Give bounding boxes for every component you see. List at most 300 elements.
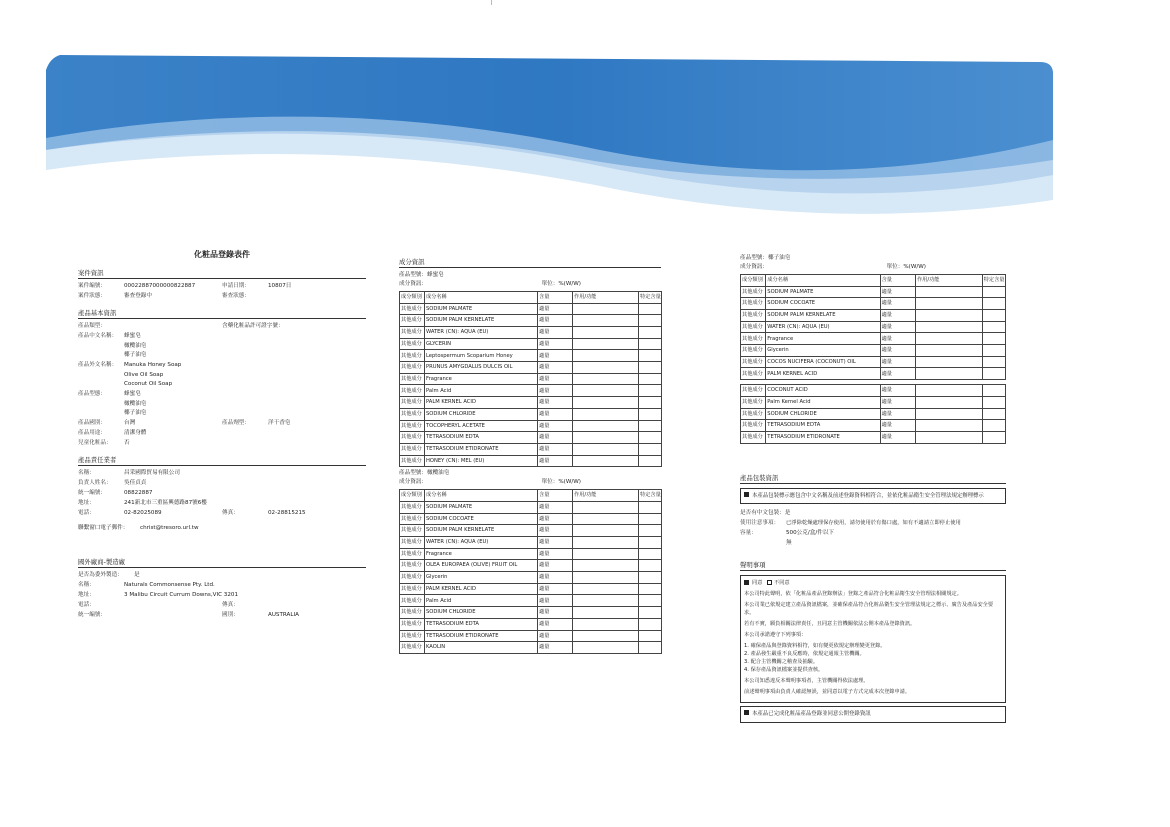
cn-name-label: 產品中文名稱：: [78, 332, 118, 339]
ingredient-percent: [639, 455, 662, 467]
ingredient-amount: 適量: [538, 630, 573, 642]
dosage-label: 產品劑型：: [222, 419, 250, 426]
table-row: [400, 583, 662, 595]
header-amount: 含量: [880, 274, 915, 286]
table-header-row: [741, 274, 1006, 286]
table-row: [400, 548, 662, 560]
cn-name-3: 椰子油皂: [124, 351, 147, 358]
ingredient-function: [915, 420, 982, 432]
ingredient-type: 其他成分: [400, 513, 425, 525]
ingredient-amount: 適量: [538, 537, 573, 549]
form-2: 橄欖油皂: [124, 400, 147, 407]
ingredient-amount: 適量: [538, 408, 573, 420]
apply-date: 10807日: [268, 283, 292, 289]
ingredient-percent: [639, 350, 662, 362]
ingredient-table-3: [740, 274, 1006, 380]
table-row: [741, 396, 1006, 408]
ingredient-percent: [639, 595, 662, 607]
child: 否: [124, 439, 130, 446]
ingredient-function: [915, 356, 982, 368]
formula-label-1: 成分資訊：: [399, 280, 427, 287]
ingredient-percent: [639, 443, 662, 455]
maker-phone-label: 電話：: [78, 601, 95, 608]
ingredient-amount: 適量: [538, 432, 573, 444]
ingredient-name: SODIUM PALM KERNELATE: [766, 310, 880, 322]
declaration-p1: 本公司特此聲明，依「化粧品產品登錄辦法」登錄之產品符合化粧品衛生安全管理法相關規定。: [744, 590, 962, 597]
maker-fax-label: 傳真：: [222, 601, 239, 608]
table-row: [741, 345, 1006, 357]
declaration-p4: 本公司承諾遵守下列事項：: [744, 631, 807, 638]
ingredient-function: [915, 333, 982, 345]
ingredient-function: [573, 595, 639, 607]
maker-address: 3 Malibu Circuit Currum Downs,VIC 3201: [124, 591, 239, 598]
table-row: [400, 560, 662, 572]
volume: 500公克/盒/件以下: [786, 529, 835, 536]
ingredient-type: 其他成分: [400, 443, 425, 455]
en-name-1: Manuka Honey Soap: [124, 361, 182, 368]
outsource: 是: [134, 571, 140, 578]
table-row: [400, 642, 662, 654]
ingredient-amount: 適量: [538, 397, 573, 409]
fax-label: 傳真：: [222, 509, 239, 516]
header-function: 作用/功能: [573, 490, 639, 502]
agree-checkbox[interactable]: [744, 580, 749, 585]
ingredient-function: [915, 286, 982, 298]
ingredient-amount: 適量: [538, 315, 573, 327]
ingredient-function: [573, 501, 639, 513]
ingredient-percent: [982, 321, 1005, 333]
ingredient-percent: [982, 431, 1005, 443]
ingredient-type: 其他成分: [741, 333, 766, 345]
ingredient-function: [573, 350, 639, 362]
ingredient-type: 其他成分: [741, 408, 766, 420]
phone: 02-82025089: [124, 509, 162, 516]
ingredient-function: [573, 630, 639, 642]
ingredient-amount: 適量: [880, 321, 915, 333]
header-name: 成分名稱: [766, 274, 880, 286]
ingredient-percent: [639, 338, 662, 350]
ingredient-amount: 適量: [538, 607, 573, 619]
table-row: [400, 513, 662, 525]
ingredient-type: 其他成分: [400, 618, 425, 630]
ingredient-function: [915, 431, 982, 443]
header-type: 成分類別: [400, 490, 425, 502]
ingredient-name: GLYCERIN: [425, 338, 538, 350]
maker-name: Naturals Commonsense Pty. Ltd.: [124, 581, 215, 588]
tax-id: 08822887: [124, 489, 153, 496]
ingredient-percent: [639, 537, 662, 549]
table-row: [400, 338, 662, 350]
ingredient-amount: 適量: [538, 455, 573, 467]
table-row: [400, 350, 662, 362]
ingredient-percent: [639, 385, 662, 397]
ingredient-percent: [639, 420, 662, 432]
ingredient-type: 其他成分: [741, 298, 766, 310]
maker-country: AUSTRALIA: [268, 611, 299, 618]
person-label: 負責人姓名：: [78, 479, 112, 486]
en-name-2: Olive Oil Soap: [124, 371, 164, 378]
review-status-label: 審查狀態：: [222, 292, 250, 299]
ingredient-name: Glycerin: [766, 345, 880, 357]
ingredient-function: [915, 408, 982, 420]
declaration-p5: 本公司知悉違反本聲明事項者，主管機關得依法處理。: [744, 678, 869, 685]
company-name: 昌采國際貿易有限公司: [124, 469, 180, 476]
product-3-label: 產品型號：椰子油皂: [740, 255, 791, 261]
table-row: [400, 630, 662, 642]
unit-3: 單位：%(W/W): [886, 263, 926, 270]
apply-date-label: 申請日期：: [222, 283, 250, 289]
ingredient-name: WATER (CN): AQUA (EU): [766, 321, 880, 333]
case-number: 00022887000000822887: [124, 283, 196, 289]
ingredient-name: PALM KERNEL ACID: [766, 368, 880, 380]
ingredient-type: 其他成分: [400, 607, 425, 619]
ingredient-amount: 適量: [538, 303, 573, 315]
maker-id-label: 統一編號：: [78, 611, 106, 618]
color: 無: [786, 539, 792, 546]
ingredient-percent: [982, 368, 1005, 380]
ingredient-percent: [639, 548, 662, 560]
email-label: 聯繫窗口電子郵件：: [78, 524, 129, 531]
table-row: [400, 455, 662, 467]
ingredient-name: TETRASODIUM EDTA: [766, 420, 880, 432]
table-row: [741, 368, 1006, 380]
company-heading: 產品責任業者: [78, 456, 366, 466]
ingredient-percent: [982, 385, 1005, 397]
ingredient-percent: [639, 572, 662, 584]
ingredient-type: 其他成分: [400, 595, 425, 607]
ingredient-type: 其他成分: [741, 385, 766, 397]
table-row: [741, 420, 1006, 432]
ingredient-name: OLEA EUROPAEA (OLIVE) FRUIT OIL: [425, 560, 538, 572]
product-2-label: 產品型號：橄欖油皂: [399, 470, 450, 477]
ingredient-percent: [639, 303, 662, 315]
header-banner: [0, 0, 1170, 230]
ingredient-type: 其他成分: [400, 408, 425, 420]
ingredient-percent: [639, 513, 662, 525]
maker-address-label: 地址：: [78, 591, 95, 598]
ingredient-amount: 適量: [880, 420, 915, 432]
ingredient-function: [573, 642, 639, 654]
ingredient-function: [915, 310, 982, 322]
formula-label-2: 成分資訊：: [399, 479, 427, 486]
header-function: 作用/功能: [573, 291, 639, 303]
ingredient-percent: [982, 310, 1005, 322]
ingredient-function: [573, 618, 639, 630]
ingredient-name: SODIUM PALMATE: [425, 501, 538, 513]
maker-country-label: 國別：: [222, 611, 239, 618]
en-name-label: 產品外文名稱：: [78, 361, 118, 368]
ingredient-name: HONEY (CN): MEL (EU): [425, 455, 538, 467]
ingredient-amount: 適量: [538, 583, 573, 595]
ingredient-amount: 適量: [538, 618, 573, 630]
ingredient-name: Fragrance: [425, 548, 538, 560]
ingredient-type: 其他成分: [400, 315, 425, 327]
ingredient-type: 其他成分: [400, 560, 425, 572]
ingredient-function: [573, 408, 639, 420]
table-row: [741, 298, 1006, 310]
ingredient-percent: [982, 356, 1005, 368]
form-label: 產品型態：: [78, 390, 106, 397]
ingredient-percent: [639, 560, 662, 572]
form-3: 椰子油皂: [124, 409, 147, 416]
ingredient-amount: 適量: [880, 333, 915, 345]
child-label: 兒童化粧品：: [78, 439, 112, 446]
table-row: [741, 321, 1006, 333]
notice-square-icon: [744, 492, 749, 497]
usage: 清潔身體: [124, 429, 147, 436]
ingredient-type: 其他成分: [400, 338, 425, 350]
ingredient-name: COCONUT ACID: [766, 385, 880, 397]
volume-label: 容量：: [740, 529, 757, 536]
table-row: [741, 431, 1006, 443]
ingredient-function: [573, 455, 639, 467]
header-type: 成分類別: [741, 274, 766, 286]
ingredient-type: 其他成分: [400, 303, 425, 315]
origin: 台灣: [124, 419, 136, 426]
ingredient-name: COCOS NUCIFERA (COCONUT) OIL: [766, 356, 880, 368]
cn-name-2: 橄欖油皂: [124, 342, 147, 349]
ingredient-percent: [982, 333, 1005, 345]
ingredient-function: [573, 560, 639, 572]
ingredient-name: Glycerin: [425, 572, 538, 584]
ingredient-type: 其他成分: [400, 432, 425, 444]
header-function: 作用/功能: [915, 274, 982, 286]
ingredient-name: TOCOPHERYL ACETATE: [425, 420, 538, 432]
ingredient-table-1: [399, 291, 662, 467]
ingredient-name: PRUNUS AMYGDALUS DULCIS OIL: [425, 362, 538, 374]
ingredient-amount: 適量: [538, 560, 573, 572]
form-column-right: [740, 252, 1006, 723]
address: 241新北市三重區興德路87號6樓: [124, 499, 207, 506]
label-info-heading: 產品包裝資訊: [740, 474, 1006, 484]
ingredient-amount: 適量: [880, 368, 915, 380]
ingredient-function: [573, 548, 639, 560]
ingredient-amount: 適量: [880, 385, 915, 397]
ingredient-percent: [982, 298, 1005, 310]
product-1-label: 產品型號：蜂蜜皂: [399, 272, 444, 278]
ingredient-function: [573, 373, 639, 385]
ingredient-function: [573, 583, 639, 595]
ingredients-heading: 成分資訊: [399, 258, 661, 268]
table-row: [400, 443, 662, 455]
table-row: [400, 327, 662, 339]
header-amount: 含量: [538, 490, 573, 502]
ingredient-type: 其他成分: [741, 286, 766, 298]
ingredient-percent: [639, 362, 662, 374]
ingredient-amount: 適量: [538, 385, 573, 397]
ingredient-type: 其他成分: [400, 642, 425, 654]
person: 吳佳貞貞: [124, 479, 147, 486]
declaration-p6: 前述聲明事項由負責人確認無誤，並同意以電子方式完成本次登錄申請。: [744, 689, 911, 696]
declaration-box: [740, 575, 1006, 704]
unit-1: 單位：%(W/W): [541, 280, 581, 287]
ingredient-percent: [639, 607, 662, 619]
ingredient-type: 其他成分: [400, 537, 425, 549]
permit-label: 含藥化粧品許可證字號：: [222, 322, 284, 329]
ingredient-type: 其他成分: [741, 368, 766, 380]
ingredient-type: 其他成分: [400, 630, 425, 642]
declaration-heading: 聲明事項: [740, 561, 1006, 571]
table-row: [741, 408, 1006, 420]
ingredient-table-2: [399, 489, 662, 654]
table-row: [400, 537, 662, 549]
form-column-middle: [399, 258, 661, 657]
table-row: [741, 333, 1006, 345]
ingredient-function: [573, 607, 639, 619]
ingredient-name: TETRASODIUM EDTA: [425, 618, 538, 630]
origin-label: 產品國別：: [78, 419, 106, 426]
disagree-checkbox[interactable]: [767, 580, 772, 585]
ingredient-function: [915, 396, 982, 408]
case-info-heading: 案件資訊: [78, 269, 366, 279]
fax: 02-28815215: [268, 509, 306, 516]
maker-name-label: 名稱：: [78, 581, 95, 588]
maker-heading: 國外廠商-製造廠: [78, 558, 366, 568]
ingredient-amount: 適量: [538, 443, 573, 455]
ingredient-name: PALM KERNEL ACID: [425, 583, 538, 595]
ingredient-function: [915, 345, 982, 357]
ingredient-function: [573, 303, 639, 315]
table-row: [400, 373, 662, 385]
usage-label: 產品用途：: [78, 429, 106, 436]
header-name: 成分名稱: [425, 291, 538, 303]
header-amount: 含量: [538, 291, 573, 303]
ingredient-name: SODIUM PALMATE: [425, 303, 538, 315]
ingredient-function: [573, 362, 639, 374]
ingredient-name: KAOLIN: [425, 642, 538, 654]
ingredient-amount: 適量: [538, 525, 573, 537]
ingredient-amount: 適量: [880, 431, 915, 443]
ingredient-percent: [982, 408, 1005, 420]
ingredient-percent: [639, 327, 662, 339]
ingredient-amount: 適量: [538, 501, 573, 513]
table-row: [400, 607, 662, 619]
ingredient-type: 其他成分: [400, 525, 425, 537]
ingredient-amount: 適量: [538, 572, 573, 584]
ingredient-percent: [639, 501, 662, 513]
ingredient-amount: 適量: [880, 408, 915, 420]
ingredient-type: 其他成分: [400, 327, 425, 339]
ingredient-name: SODIUM COCOATE: [766, 298, 880, 310]
ingredient-name: SODIUM PALM KERNELATE: [425, 315, 538, 327]
ingredient-amount: 適量: [538, 362, 573, 374]
ingredient-amount: 適量: [538, 513, 573, 525]
table-row: [400, 362, 662, 374]
case-number-label: 案件編號：: [78, 283, 106, 289]
ingredient-amount: 適量: [538, 420, 573, 432]
ingredient-amount: 適量: [538, 373, 573, 385]
company-name-label: 名稱：: [78, 469, 95, 476]
ingredient-name: SODIUM COCOATE: [425, 513, 538, 525]
label-notice: 本產品包裝標示應包含中文名稱及前述登錄資料相符合，並依化粧品衛生安全管理法規定辦理標示: [740, 488, 1006, 504]
phone-label: 電話：: [78, 509, 95, 516]
ingredient-function: [573, 443, 639, 455]
ingredient-function: [573, 525, 639, 537]
ingredient-type: 其他成分: [400, 385, 425, 397]
ingredient-type: 其他成分: [741, 310, 766, 322]
declaration-p2: 本公司業已依規定建立產品資訊檔案，並確保產品符合化粧品衛生安全管理法規定之標示、廣告及產品安全要求。: [744, 601, 994, 616]
ingredient-name: TETRASODIUM ETIDRONATE: [766, 431, 880, 443]
method: 已淨除乾燥處理保存使用，請勿使用於有傷口處，如有不適請立即停止使用: [786, 519, 961, 526]
ingredient-type: 其他成分: [741, 396, 766, 408]
ingredient-amount: 適量: [880, 356, 915, 368]
ingredient-name: SODIUM PALM KERNELATE: [425, 525, 538, 537]
ingredient-function: [915, 385, 982, 397]
header-name: 成分名稱: [425, 490, 538, 502]
ingredient-type: 其他成分: [741, 356, 766, 368]
ingredient-percent: [639, 315, 662, 327]
table-row: [400, 408, 662, 420]
ingredient-amount: 適量: [880, 286, 915, 298]
ingredient-name: Leptospermum Scoparium Honey: [425, 350, 538, 362]
ingredient-function: [573, 385, 639, 397]
ingredient-percent: [639, 642, 662, 654]
ingredient-amount: 適量: [538, 338, 573, 350]
case-status: 審查登錄中: [124, 292, 152, 299]
ingredient-function: [573, 397, 639, 409]
ingredient-amount: 適量: [880, 298, 915, 310]
outsource-label: 是否為委外製造：: [78, 571, 123, 578]
table-row: [400, 432, 662, 444]
ingredient-function: [915, 368, 982, 380]
ingredient-amount: 適量: [538, 642, 573, 654]
table-header-row: [400, 490, 662, 502]
ingredient-type: 其他成分: [741, 431, 766, 443]
table-row: [400, 397, 662, 409]
form-1: 蜂蜜皂: [124, 390, 141, 397]
ingredient-percent: [639, 525, 662, 537]
table-row: [741, 310, 1006, 322]
ingredient-amount: 適量: [538, 327, 573, 339]
ingredient-name: Fragrance: [425, 373, 538, 385]
ingredient-percent: [639, 397, 662, 409]
ingredient-type: 其他成分: [400, 583, 425, 595]
ingredient-function: [573, 513, 639, 525]
table-row: [400, 501, 662, 513]
declaration-item-1: 1. 確保產品與登錄資料相符，如有變更依規定辦理變更登錄。: [744, 643, 886, 650]
method-label: 使用注意事項：: [740, 519, 780, 526]
table-row: [400, 303, 662, 315]
ingredient-type: 其他成分: [741, 345, 766, 357]
table-row: [400, 315, 662, 327]
ingredient-percent: [639, 373, 662, 385]
ingredient-name: Palm Acid: [425, 595, 538, 607]
ingredient-function: [915, 321, 982, 333]
ingredient-type: 其他成分: [400, 548, 425, 560]
declaration-item-3: 3. 配合主管機關之稽查及抽驗。: [744, 659, 819, 666]
formula-label-3: 成分資訊：: [740, 263, 768, 270]
ingredient-amount: 適量: [538, 595, 573, 607]
ingredient-function: [915, 298, 982, 310]
ingredient-percent: [982, 286, 1005, 298]
ingredient-name: WATER (CN): AQUA (EU): [425, 327, 538, 339]
ingredient-amount: 適量: [880, 310, 915, 322]
disagree-label: 不同意: [774, 579, 790, 586]
table-row: [741, 286, 1006, 298]
ingredient-name: Fragrance: [766, 333, 880, 345]
ingredient-percent: [639, 432, 662, 444]
ingredient-type: 其他成分: [400, 420, 425, 432]
ingredient-percent: [982, 420, 1005, 432]
ingredient-function: [573, 420, 639, 432]
header-percent: 特定含量: [639, 291, 662, 303]
table-row: [400, 385, 662, 397]
ingredient-type: 其他成分: [741, 321, 766, 333]
form-column-left: [78, 250, 366, 622]
ingredient-amount: 適量: [538, 548, 573, 560]
cn-name-1: 蜂蜜皂: [124, 332, 141, 339]
ingredient-table-3b: [740, 384, 1006, 443]
